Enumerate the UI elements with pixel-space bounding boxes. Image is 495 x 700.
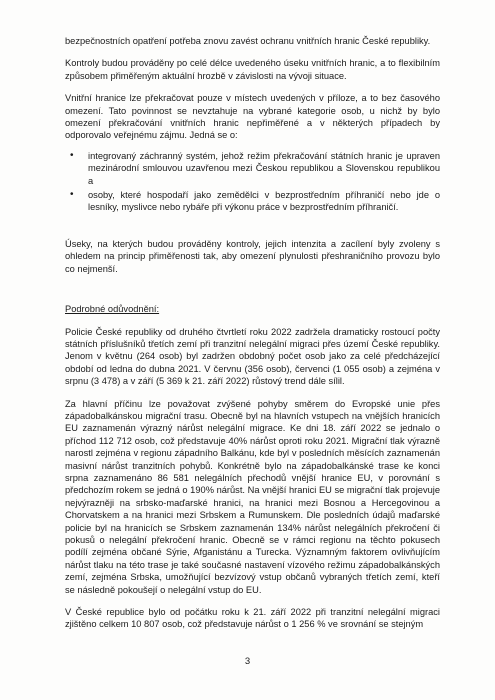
bullet-icon: •	[70, 149, 74, 161]
paragraph-cause: Za hlavní příčinu lze považovat zvýšené pohyby směrem do Evropské unie přes západobalkánskou migrační trasu. Obecně byl na hlavních vstupech na vnějších hranicích EU zaznamenán výrazný nárůst nelegální migrace. Ke dni 18. září 2022 se jednalo o příchod 112 712 osob, což představuje 40% nárůst oproti roku 2021. Migrační tlak výrazně narostl zejména v regionu západního Balkánu, kde byl v posledních měsících zaznamenán masivní nárůst tranzitních pohybů. Konkrétně bylo na západobalkánské trase ke konci srpna zaznamenáno 86 581 nelegálních přechodů vnější hranice EU, v porovnání s předchozím rokem se jedná o 190% nárůst. Na vnější hranici EU se migrační tlak projevuje nejvýrazněji na srbsko-maďarské hranici, na hranici mezi Bosnou a Hercegovinou a Chorvatskem a na hranici mezi Srbskem a Rumunskem. Dle posledních údajů maďarské policie byl na hranicích se Srbskem zaznamenán 134% nárůst nelegálních překročení či pokusů o nelegální překročení hranic. Obecně se v rámci regionu na těchto pokusech podílí zejména občané Sýrie, Afganistánu a Turecka. Významným faktorem ovlivňujícím nárůst tlaku na této trase je také současné nastavení vízového režimu západobalkánských zemí, zejména Srbska, umožňující bezvízový vstup občanů vybraných třetích zemí, kteří se následně pokoušejí o nelegální vstup do EU.	[65, 398, 440, 595]
section-heading: Podrobné odůvodnění:	[65, 304, 160, 315]
paragraph-czech-republic: V České republice bylo od počátku roku k 21. září 2022 při tranzitní nelegální migraci zjištěno celkem 10 807 osob, což představuje nárůst o 1 256 % ve srovnání se stejným	[65, 607, 440, 630]
list-item-text: osoby, které hospodaří jako zemědělci v bezprostředním příhraničí nebo jde o lesníky, myslivce nebo rybáře při výkonu práce v bezprostředním příhraničí.	[88, 190, 440, 213]
paragraph-crossing: Vnitřní hranice lze překračovat pouze v místech uvedených v příloze, a to bez časového omezení. Tato povinnost se nevztahuje na vybrané kategorie osob, u nichž by bylo omezení překračování vnitřních hranic nepřiměřené a v některých případech by odporovalo veřejnému zájmu. Jedná se o:	[65, 93, 440, 141]
paragraph-police: Policie České republiky od druhého čtvrtletí roku 2022 zadržela dramaticky rostoucí počty státních příslušníků třetích zemí při tranzitní nelegální migraci přes území České republiky. Jenom v květnu (264 osob) byl zadržen obdobný počet osob jako za celé předcházející období od ledna do dubna 2021. V červnu (356 osob), červenci (1 055 osob) a zejména v srpnu (3 478) a v září (5 369 k 21. září 2022) růstový trend dále sílil.	[65, 326, 440, 387]
list-item-text: integrovaný záchranný systém, jehož režim překračování státních hranic je upraven mezinárodní smlouvou uzavřenou mezi Českou republikou a Slovenskou republikou a	[88, 150, 440, 186]
bullet-icon: •	[70, 189, 74, 201]
page-number: 3	[244, 656, 251, 667]
list-item	[65, 189, 440, 214]
paragraph-sections: Úseky, na kterých budou prováděny kontroly, jejich intenzita a zacílení byly zvoleny s ohledem na princip přiměřenosti tak, aby omezení plynulosti přeshraničního provozu bylo co nejmenší.	[65, 238, 440, 274]
list-item	[65, 150, 440, 187]
paragraph-controls: Kontroly budou prováděny po celé délce uvedeného úseku vnitřních hranic, a to flexibilním způsobem přiměřeným aktuální hrozbě v závislosti na vývoji situace.	[65, 58, 440, 81]
paragraph-continuation: bezpečnostních opatření potřeba znovu zavést ochranu vnitřních hranic České republiky.	[65, 36, 431, 46]
exemption-list	[65, 150, 440, 214]
